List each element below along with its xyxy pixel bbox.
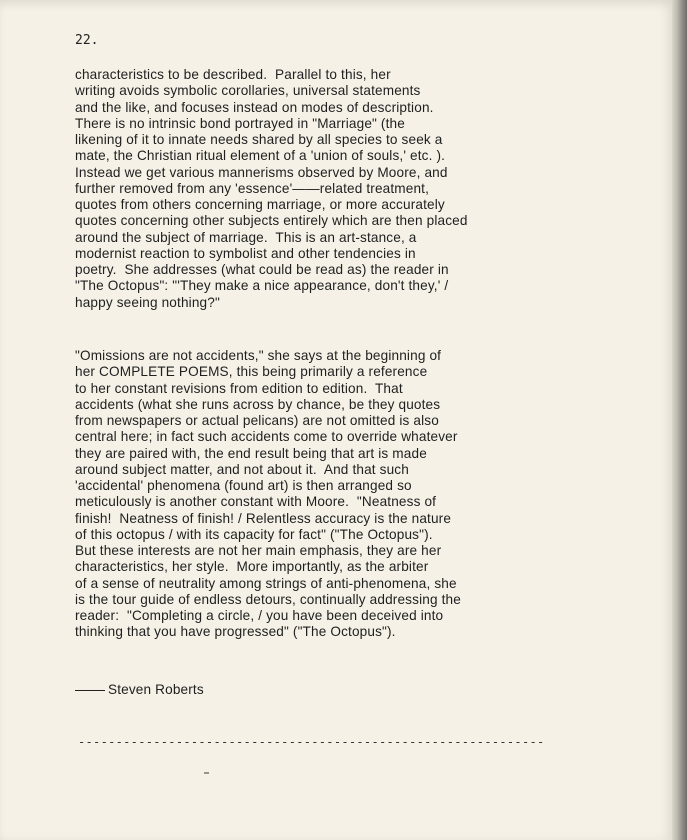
text-line: around the subject of marriage. This is an art-stance, a	[75, 229, 417, 245]
text-line: "Omissions are not accidents," she says at the beginning of	[75, 348, 442, 363]
page-edge-shadow	[672, 0, 687, 840]
text-line: and the like, and focuses instead on modes of description.	[75, 99, 434, 115]
text-line: further removed from any 'essence'——related treatment,	[75, 180, 430, 196]
text-line: her COMPLETE POEMS, this being primarily a reference	[75, 364, 428, 380]
text-line: finish! Neatness of finish! / Relentless accuracy is the nature	[75, 510, 452, 526]
text-line: poetry. She addresses (what could be read as) the reader in	[75, 262, 449, 277]
author-signature	[75, 682, 204, 697]
text-line: "The Octopus": "'They make a nice appearance, don't they,' /	[75, 278, 449, 294]
author-name: Steven Roberts	[108, 682, 204, 697]
text-line: quotes concerning other subjects entirely which are then placed	[75, 213, 468, 229]
paragraph-1	[75, 67, 468, 311]
text-line: of this octopus / with its capacity for fact" ("The Octopus").	[75, 526, 433, 542]
text-line: they are paired with, the end result being that art is made	[75, 445, 427, 461]
text-line: of a sense of neutrality among strings of anti-phenomena, she	[75, 575, 457, 591]
paragraph-2	[75, 348, 461, 641]
text-line: is the tour guide of endless detours, continually addressing the	[75, 591, 461, 607]
text-line: mate, the Christian ritual element of a 'union of souls,' etc. ).	[75, 148, 446, 164]
text-line: to her constant revisions from edition to edition. That	[75, 380, 403, 396]
paper-speck	[204, 772, 209, 774]
text-line: There is no intrinsic bond portrayed in "Marriage" (the	[75, 115, 405, 131]
dashed-separator: --------------------------------------------------------------	[78, 735, 545, 749]
text-line: from newspapers or actual pelicans) are not omitted is also	[75, 413, 439, 428]
text-line: likening of it to innate needs shared by all species to seek a	[75, 132, 443, 147]
text-line: happy seeing nothing?"	[75, 294, 220, 310]
text-line: thinking that you have progressed" ("The Octopus").	[75, 624, 396, 640]
text-line: characteristics to be described. Parallel to this, her	[75, 67, 391, 82]
text-line: accidents (what she runs across by chance, be they quotes	[75, 396, 441, 412]
text-line: quotes from others concerning marriage, or more accurately	[75, 197, 445, 212]
text-line: meticulously is another constant with Moore. "Neatness of	[75, 494, 437, 510]
text-line: central here; in fact such accidents come to override whatever	[75, 429, 458, 445]
text-line: 'accidental' phenomena (found art) is then arranged so	[75, 478, 412, 493]
text-line: reader: "Completing a circle, / you have been deceived into	[75, 608, 444, 623]
text-line: writing avoids symbolic corollaries, universal statements	[75, 83, 421, 99]
text-line: Instead we get various mannerisms observed by Moore, and	[75, 164, 448, 180]
text-line: But these interests are not her main emphasis, they are her	[75, 543, 442, 558]
text-line: around subject matter, and not about it. And that such	[75, 461, 409, 477]
text-line: characteristics, her style. More importantly, as the arbiter	[75, 559, 429, 575]
page-number: 22.	[75, 33, 99, 48]
signature-dash	[75, 690, 105, 691]
text-line: modernist reaction to symbolist and other tendencies in	[75, 245, 416, 261]
